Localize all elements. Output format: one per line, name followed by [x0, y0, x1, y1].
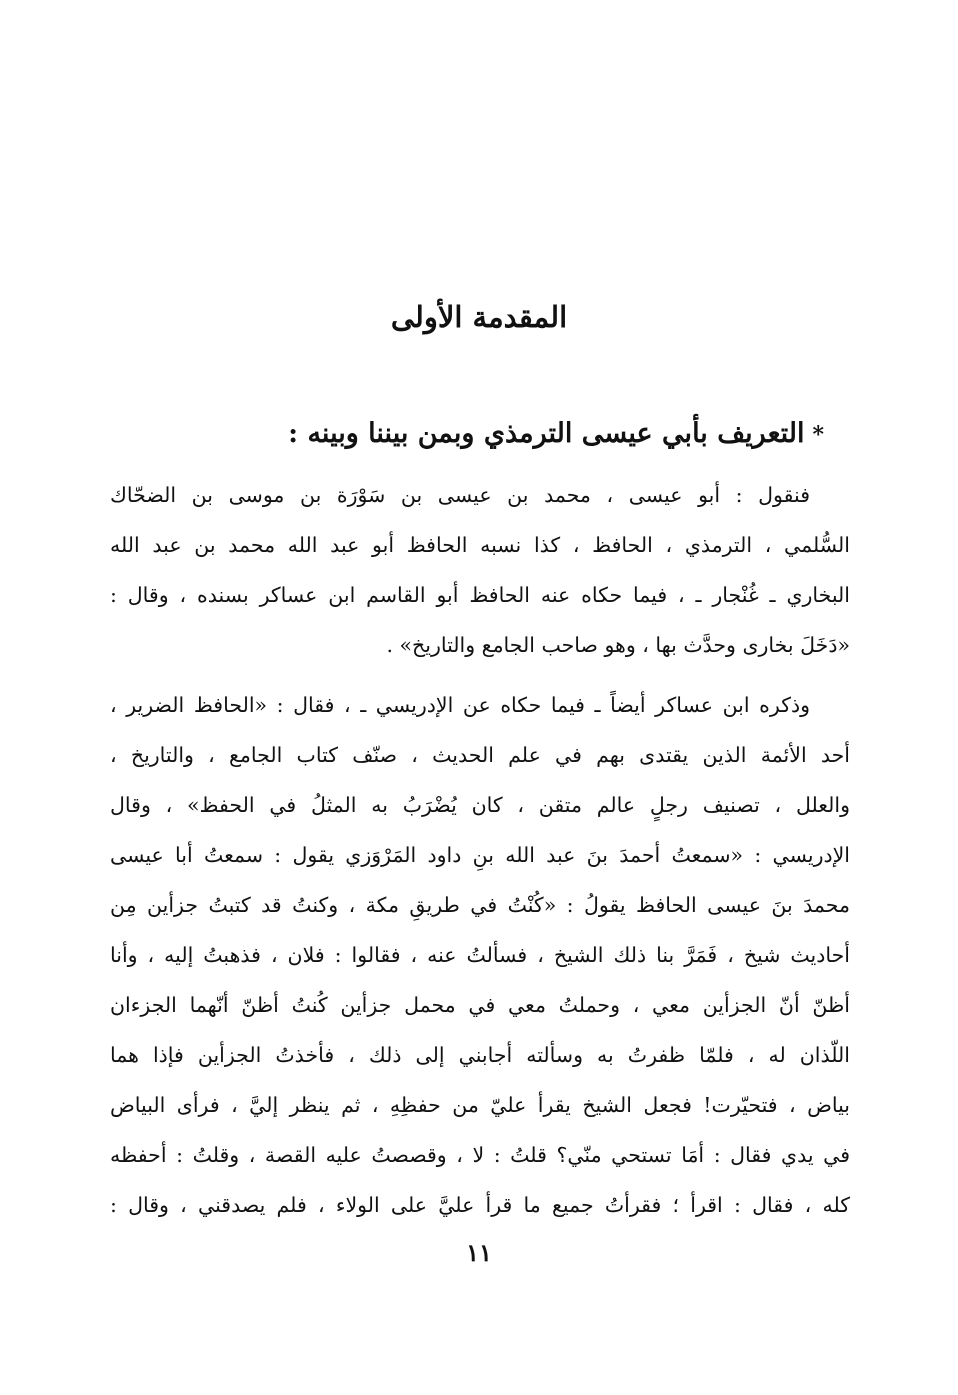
section-heading [124, 418, 824, 449]
text-line: كله ، فقال : اقرأ ؛ فقرأتُ جميع ما قرأ عليَّ على الولاء ، فلم يصدقني ، وقال : [110, 1193, 850, 1217]
chapter-title: المقدمة الأولى [390, 300, 568, 334]
text-line: أحاديث شيخ ، فَمَرَّ بنا ذلك الشيخ ، فسألتُ عنه ، فقالوا : فلان ، فذهبتُ إليه ، وأنا [110, 943, 850, 967]
text-line: في يدي فقال : أمَا تستحي منّي؟ قلتُ : لا ، وقصصتُ عليه القصة ، وقلتُ : أحفظه [110, 1143, 850, 1167]
text-line: فنقول : أبو عيسى ، محمد بن عيسى بن سَوْرَة بن موسى بن الضحّاك [110, 483, 810, 507]
text-line: وذكره ابن عساكر أيضاً ـ فيما حكاه عن الإدريسي ـ ، فقال : «الحافظ الضرير ، [110, 693, 810, 717]
paragraph-2 [110, 680, 850, 1230]
text-line: السُّلمي ، الترمذي ، الحافظ ، كذا نسبه الحافظ أبو عبد الله محمد بن عبد الله [110, 533, 850, 557]
text-line: بياض ، فتحيّرت! فجعل الشيخ يقرأ عليّ من حفظِهِ ، ثم ينظر إليَّ ، فرأى البياض [110, 1093, 850, 1117]
text-line: أحد الأئمة الذين يقتدى بهم في علم الحديث ، صنّف كتاب الجامع ، والتاريخ ، [110, 743, 850, 767]
asterisk-marker-icon: * [812, 422, 824, 448]
text-line: والعلل ، تصنيف رجلٍ عالم متقن ، كان يُضْرَبُ به المثلُ في الحفظ» ، وقال [110, 793, 850, 817]
page-number: ١١ [466, 1238, 492, 1267]
text-line: اللّذان له ، فلمّا ظفرتُ به وسألته أجابني إلى ذلك ، فأخذتُ الجزأين فإذا هما [110, 1043, 850, 1067]
paragraph-1 [110, 470, 850, 670]
text-line: «دَخَلَ بخارى وحدَّث بها ، وهو صاحب الجامع والتاريخ» . [386, 633, 850, 657]
text-line: الإدريسي : «سمعتُ أحمدَ بنَ عبد الله بنِ داود المَرْوَزي يقول : سمعتُ أبا عيسى [110, 843, 850, 867]
text-line: البخاري ـ غُنْجار ـ ، فيما حكاه عنه الحافظ أبو القاسم ابن عساكر بسنده ، وقال : [110, 583, 850, 607]
text-line: أظنّ أنّ الجزأين معي ، وحملتُ معي في محمل جزأين كُنتُ أظنّ أنّهما الجزءان [110, 993, 850, 1017]
section-heading-text: التعريف بأبي عيسى الترمذي وبمن بيننا وبينه : [288, 418, 805, 449]
text-line: محمدَ بنَ عيسى الحافظ يقولُ : «كُنْتُ في طريقِ مكة ، وكنتُ قد كتبتُ جزأين مِن [110, 893, 850, 917]
